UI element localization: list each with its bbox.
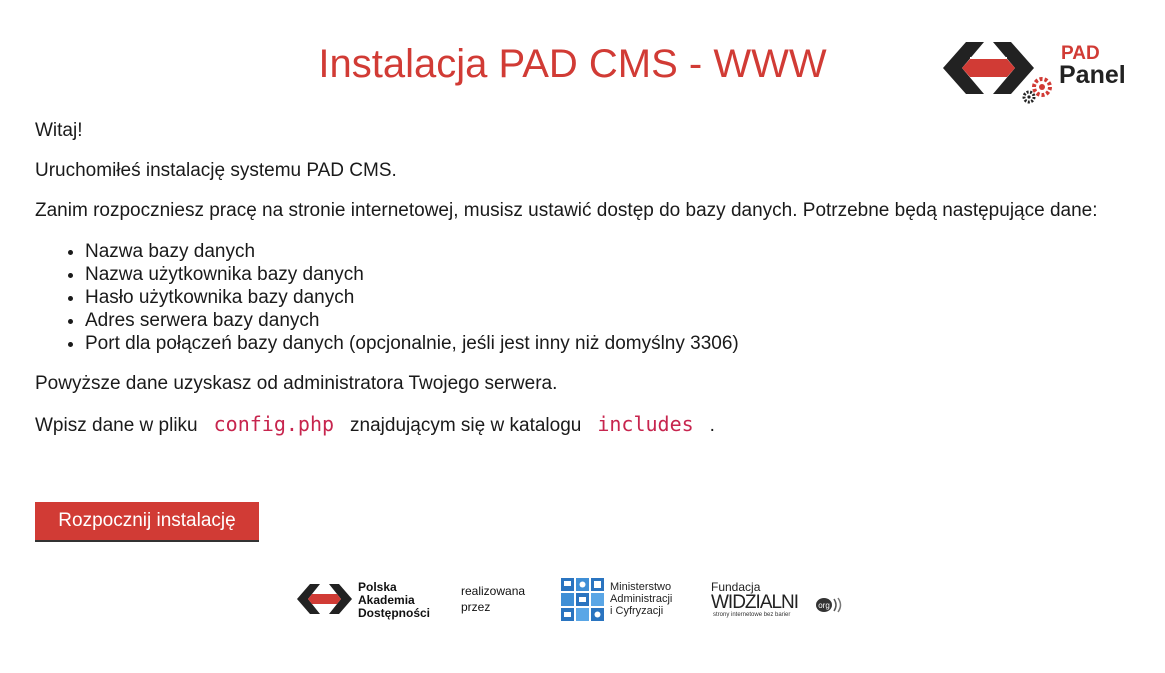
- fundacja-label: Fundacja: [711, 580, 761, 594]
- footer-logos: [0, 572, 1165, 632]
- ministry-logo-icon: [560, 577, 606, 623]
- config-prefix-text: Wpisz dane w pliku: [35, 415, 198, 436]
- greeting-text: Witaj!: [35, 120, 83, 141]
- config-middle-text: znajdującym się w katalogu: [350, 415, 582, 436]
- admin-note-text: Powyższe dane uzyskasz od administratora Twojego serwera.: [35, 373, 558, 394]
- widzialni-tagline: strony internetowe bez barier: [713, 612, 791, 618]
- requirements-list: [35, 240, 1125, 355]
- pad-org-line: Polska: [358, 580, 397, 594]
- start-installation-button[interactable]: Rozpocznij instalację: [35, 502, 259, 542]
- org-badge-text: org: [818, 601, 830, 610]
- pad-panel-logo-text: [1059, 44, 1126, 88]
- realized-line: przez: [461, 600, 491, 614]
- ministry-name: [610, 581, 672, 617]
- realized-by-text: [461, 583, 525, 615]
- ministry-line: Administracji: [610, 593, 673, 605]
- list-item: • Nazwa bazy danych: [85, 240, 1125, 263]
- config-dir-code: includes: [597, 412, 694, 436]
- pad-org-line: Dostępności: [358, 606, 431, 620]
- install-instructions: [35, 120, 1125, 455]
- pad-org-name: [358, 581, 430, 620]
- pad-org-logo-icon: [296, 580, 354, 618]
- widzialni-label: WIDZIALNI: [711, 592, 799, 613]
- page-title: Instalacja PAD CMS - WWW: [318, 42, 827, 86]
- logo-pad-label: PAD: [1061, 43, 1100, 64]
- config-suffix-text: .: [709, 415, 715, 436]
- logo-panel-label: Panel: [1059, 61, 1126, 89]
- intro-text: Zanim rozpoczniesz pracę na stronie internetowej, musisz ustawić dostęp do bazy danych. Potrzebne będą następujące dane:: [35, 200, 1098, 221]
- list-item: • Hasło użytkownika bazy danych: [85, 286, 1125, 309]
- started-text: Uruchomiłeś instalację systemu PAD CMS.: [35, 160, 397, 181]
- list-item: • Nazwa użytkownika bazy danych: [85, 263, 1125, 286]
- list-item: • Port dla połączeń bazy danych (opcjonalnie, jeśli jest inny niż domyślny 3306): [85, 332, 1125, 355]
- ministry-line: i Cyfryzacji: [610, 605, 664, 617]
- pad-org-line: Akademia: [358, 593, 415, 607]
- ministry-line: Ministerstwo: [610, 581, 672, 593]
- org-badge-icon: [815, 596, 845, 614]
- realized-line: realizowana: [461, 584, 526, 598]
- list-item: • Adres serwera bazy danych: [85, 309, 1125, 332]
- config-file-code: config.php: [213, 412, 335, 436]
- config-instruction: [35, 413, 1125, 437]
